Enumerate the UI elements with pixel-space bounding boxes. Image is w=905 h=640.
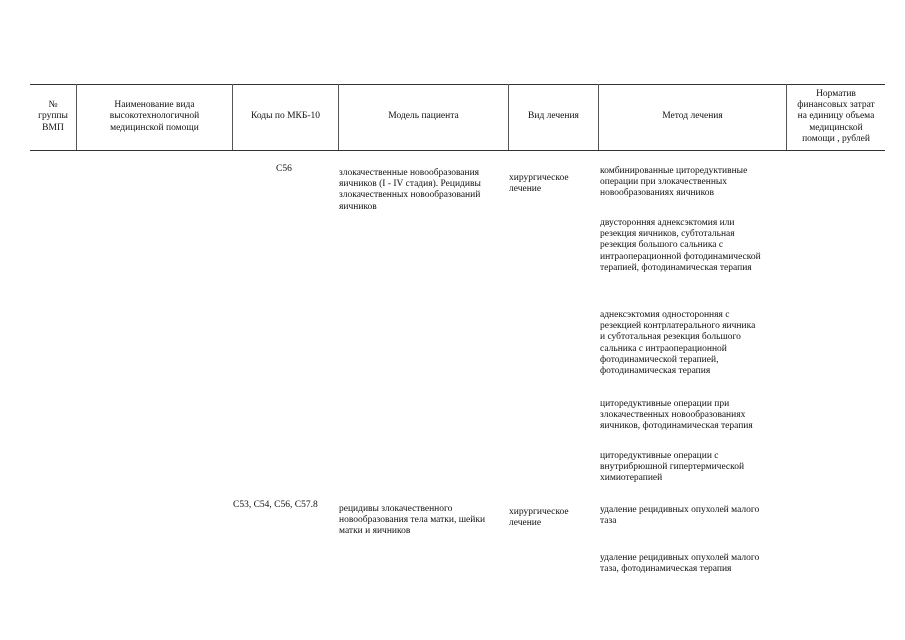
table-row-1-method-4: циторедуктивные операции при злокачественных новообразованиях яичников, фотодинамическая терапия bbox=[600, 399, 753, 432]
table-row-2-model: рецидивы злокачественного новообразования тела матки, шейки матки и яичников bbox=[339, 504, 486, 537]
table-row-2-method-2: удаление рецидивных опухолей малого таза, фотодинамическая терапия bbox=[600, 553, 760, 575]
table-row-2-method-1: удаление рецидивных опухолей малого таза bbox=[600, 505, 760, 527]
table-row-1-type: хирургическое лечение bbox=[509, 173, 569, 195]
table-header-bottom-border bbox=[30, 150, 885, 151]
header-icd-codes: Коды по МКБ-10 bbox=[250, 111, 321, 122]
header-treatment-type: Вид лечения bbox=[528, 111, 579, 122]
table-row-1-model: злокачественные новообразования яичников (I - IV стадия). Рецидивы злокачественных новообразований яичников bbox=[339, 168, 481, 212]
header-patient-model: Модель пациента bbox=[388, 111, 459, 122]
header-treatment-method: Метод лечения bbox=[662, 111, 723, 122]
table-row-2-code: C53, C54, C56, C57.8 bbox=[233, 500, 318, 510]
table-row-1-method-5: циторедуктивные операции с внутрибрюшной гипертермической химиотерапией bbox=[600, 451, 745, 484]
header-group-number: № группы ВМП bbox=[38, 100, 68, 133]
table-row-1-code: C56 bbox=[276, 164, 292, 174]
table-row-2-type: хирургическое лечение bbox=[509, 507, 569, 529]
table-row-1-method-1: комбинированные циторедуктивные операции при злокачественных новообразованиях яичников bbox=[600, 166, 748, 199]
header-care-type-name: Наименование вида высокотехнологичной медицинской помощи bbox=[109, 100, 200, 133]
header-cost-norm: Норматив финансовых затрат на единицу объема медицинской помощи , рублей bbox=[797, 88, 875, 144]
table-row-1-method-3: аднексэктомия односторонняя с резекцией контрлатерального яичника и субтотальная резекция большого сальника с интраоперационной фотодинамической терапией, фотодинамическая терапия bbox=[600, 310, 756, 377]
table-row-1-method-2: двусторонняя аднексэктомия или резекция яичников, субтотальная резекция большого сальника с интраоперационной фотодинамической терапией, фотодинамическая терапия bbox=[600, 218, 761, 273]
